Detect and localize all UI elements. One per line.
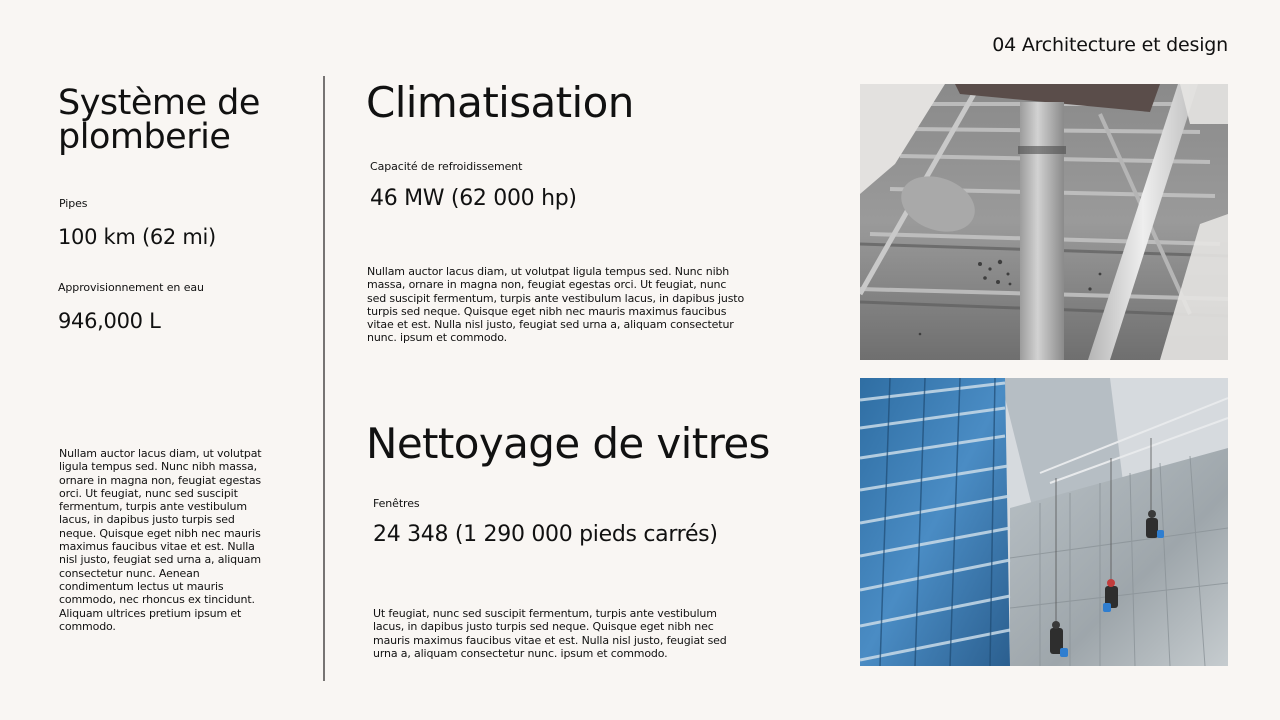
- pipes-value: 100 km (62 mi): [58, 225, 216, 249]
- plumbing-title: Système de plomberie: [58, 83, 260, 157]
- window-cleaning-title: Nettoyage de vitres: [366, 419, 770, 468]
- duct-illustration: [860, 84, 1228, 360]
- section-tag: 04 Architecture et design: [992, 34, 1228, 56]
- windows-value: 24 348 (1 290 000 pieds carrés): [373, 522, 718, 547]
- pipes-label: Pipes: [59, 197, 88, 210]
- cooling-capacity-label: Capacité de refroidissement: [370, 160, 523, 173]
- window-cleaning-body: Ut feugiat, nunc sed suscipit fermentum, turpis ante vestibulum lacus, in dapibus justo turpis sed neque. Quisque eget nibh nec mauris maximus faucibus vitae et est. Nulla nisl justo, feugiat sed urna a, aliquam consectetur nunc. ipsum et commodo.: [373, 607, 727, 660]
- hvac-body: Nullam auctor lacus diam, ut volutpat ligula tempus sed. Nunc nibh massa, ornare in magna non, feugiat egestas orci. Ut feugiat, nunc sed suscipit fermentum, turpis ante vestibulum lacus, in dapibus justo turpis sed neque. Quisque eget nibh nec mauris maximus faucibus vitae et est. Nulla nisl justo, feugiat sed urna a, aliquam consectetur nunc. ipsum et commodo.: [367, 265, 745, 345]
- cooling-capacity-value: 46 MW (62 000 hp): [370, 186, 577, 211]
- photo-window-cleaners: [860, 378, 1228, 666]
- facade-illustration: [860, 378, 1228, 666]
- photo-ventilation-duct: [860, 84, 1228, 360]
- water-supply-label: Approvisionnement en eau: [58, 281, 204, 294]
- water-supply-value: 946,000 L: [58, 309, 161, 333]
- hvac-title: Climatisation: [366, 78, 634, 127]
- windows-label: Fenêtres: [373, 497, 420, 510]
- column-divider: [323, 76, 325, 681]
- plumbing-body: Nullam auctor lacus diam, ut volutpat ligula tempus sed. Nunc nibh massa, ornare in magna non, feugiat egestas orci. Ut feugiat, nunc sed suscipit fermentum, turpis ante vestibulum lacus, in dapibus justo turpis sed neque. Quisque eget nibh nec mauris maximus faucibus vitae et est. Nulla nisl justo, feugiat sed urna a, aliquam consectetur nunc. Aenean condimentum lectus ut mauris commodo, nec rhoncus ex tincidunt. Aliquam ultrices pretium ipsum et commodo.: [59, 447, 262, 633]
